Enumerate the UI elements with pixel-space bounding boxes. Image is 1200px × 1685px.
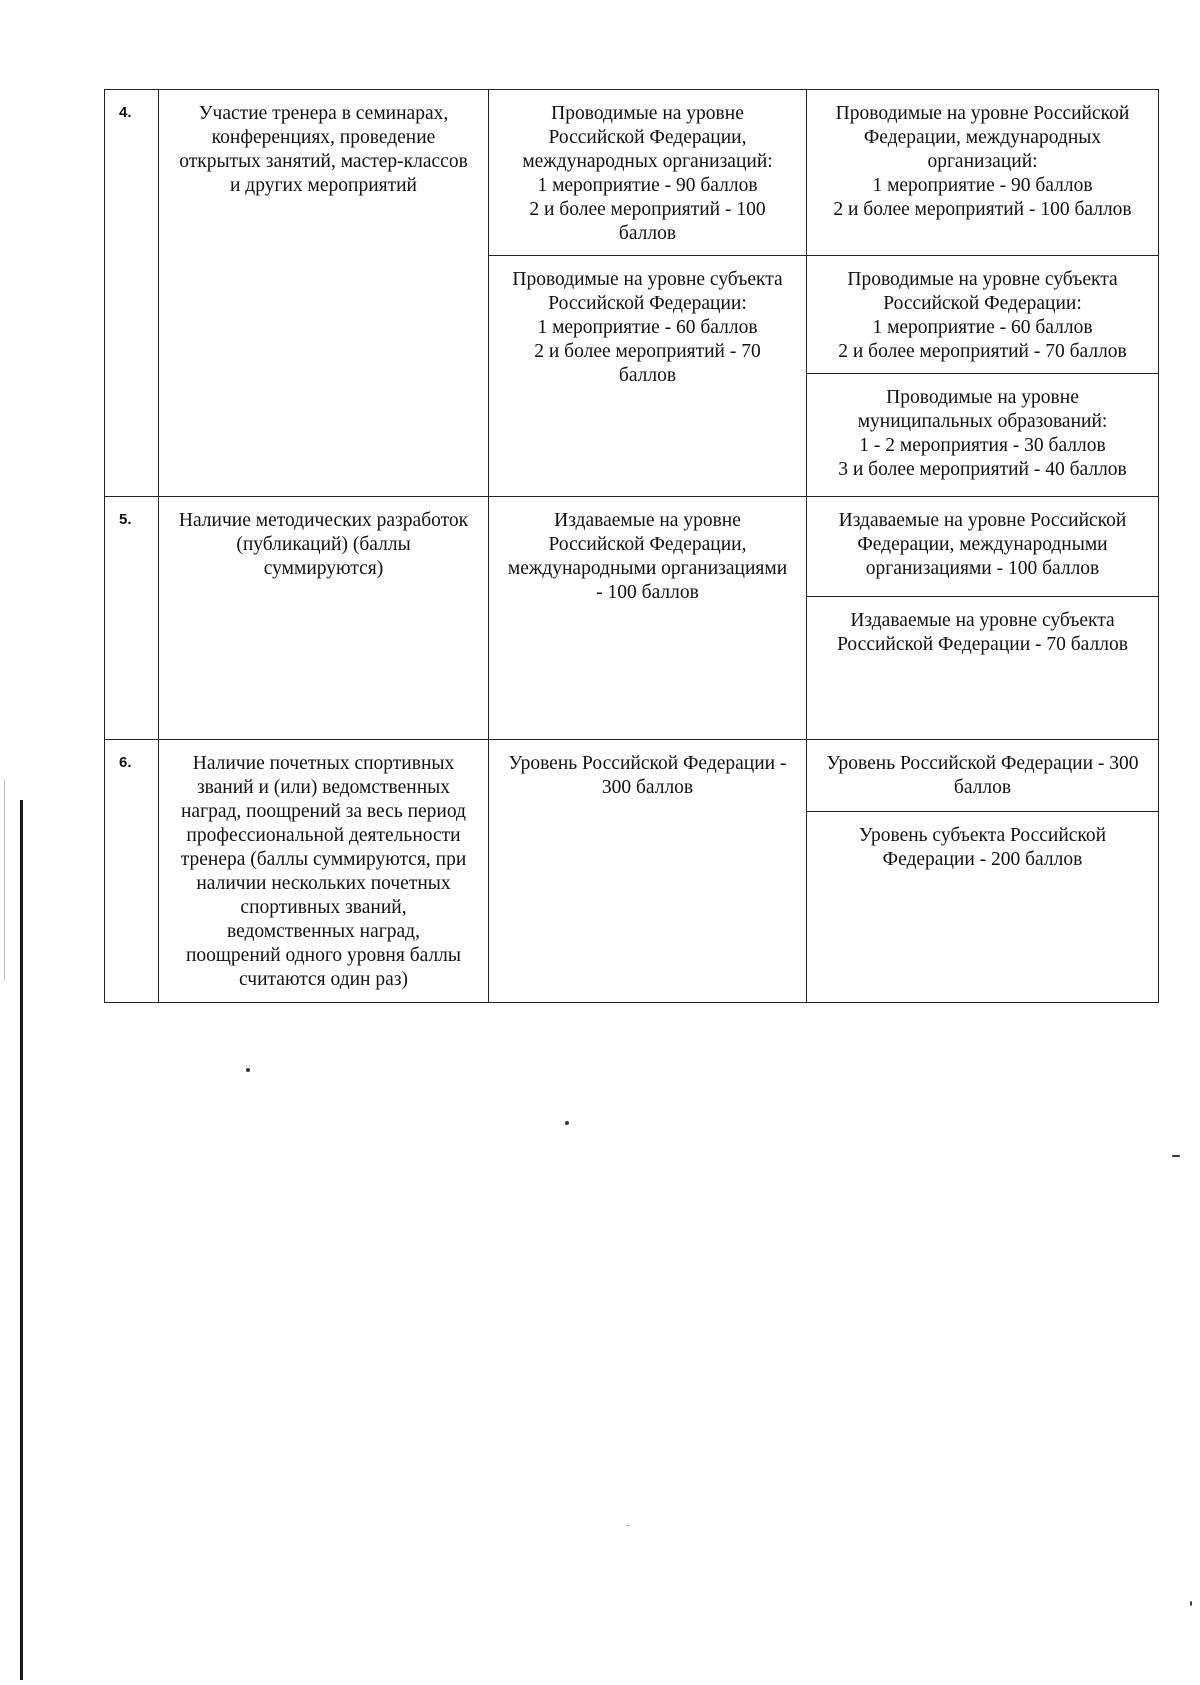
text-line: считаются один раз) (239, 969, 408, 990)
criterion-name (159, 90, 489, 496)
text-line: Издаваемые на уровне субъекта (850, 610, 1115, 631)
text-line: 2 и более мероприятий - 100 баллов (833, 199, 1132, 220)
text-line: 1 мероприятие - 60 баллов (872, 317, 1093, 338)
text-line: международными организациями (507, 558, 788, 579)
level-column-a (489, 740, 807, 1002)
table-row (105, 740, 1159, 1003)
text-line: спортивных званий, (240, 897, 407, 918)
text-line: Российской Федерации, (548, 127, 747, 148)
text-line: Проводимые на уровне (551, 103, 744, 124)
level-cell (807, 740, 1158, 812)
text-line: тренера (баллы суммируются, при (180, 849, 467, 870)
text-line: Наличие методических разработок (178, 510, 469, 531)
text-line: организаций: (927, 151, 1038, 172)
level-cell (807, 497, 1158, 597)
text-line: 1 мероприятие - 90 баллов (537, 175, 758, 196)
text-line: (публикаций) (баллы (236, 534, 411, 555)
scan-edge-mark-faint (4, 780, 5, 980)
scan-speck (1172, 1155, 1180, 1157)
table-row (105, 497, 1159, 740)
text-line: 3 и более мероприятий - 40 баллов (838, 459, 1127, 480)
criterion-name (159, 740, 489, 1002)
level-cell (807, 597, 1158, 657)
criterion-name (159, 497, 489, 739)
scan-edge-mark (20, 800, 23, 1680)
text-line: баллов (618, 223, 677, 244)
text-line: суммируются) (263, 558, 384, 579)
criteria-table (104, 89, 1159, 1003)
text-line: Федерации, международными (857, 534, 1108, 555)
text-line: организациями - 100 баллов (865, 558, 1100, 579)
text-line: Федерации - 200 баллов (882, 849, 1083, 870)
level-cell (489, 497, 806, 605)
text-line: открытых занятий, мастер-классов (179, 151, 468, 172)
text-line: Российской Федерации: (883, 293, 1082, 314)
level-cell (489, 740, 806, 800)
scan-speck (1190, 1601, 1192, 1606)
level-column-b (807, 90, 1159, 496)
level-cell (807, 256, 1158, 374)
text-line: наличии нескольких почетных (196, 873, 451, 894)
text-line: Российской Федерации, (548, 534, 747, 555)
text-line: 2 и более мероприятий - 100 (529, 199, 766, 220)
level-cell (807, 90, 1158, 256)
text-line: 2 и более мероприятий - 70 (534, 341, 761, 362)
text-line: Издаваемые на уровне (554, 510, 741, 531)
text-line: наград, поощрений за весь период (181, 801, 466, 822)
level-column-b (807, 497, 1159, 739)
scan-speck (565, 1121, 569, 1125)
text-line: ведомственных наград, (227, 921, 420, 942)
level-cell (807, 812, 1158, 872)
text-line: профессиональной деятельности (186, 825, 461, 846)
level-cell (489, 256, 806, 388)
text-line: Проводимые на уровне Российской (835, 103, 1130, 124)
text-line: Проводимые на уровне (886, 387, 1079, 408)
row-number: 4. (105, 90, 159, 496)
text-line: муниципальных образований: (857, 411, 1108, 432)
text-line: международных организаций: (522, 151, 773, 172)
text-line: Федерации, международных (863, 127, 1102, 148)
text-line: 1 - 2 мероприятия - 30 баллов (859, 435, 1106, 456)
text-line: конференциях, проведение (211, 127, 436, 148)
text-line: баллов (953, 777, 1012, 798)
text-line: званий и (или) ведомственных (196, 777, 451, 798)
text-line: баллов (618, 365, 677, 386)
text-line: Уровень субъекта Российской (858, 825, 1107, 846)
text-line: Наличие почетных спортивных (192, 753, 455, 774)
level-cell (807, 374, 1158, 482)
level-column-a (489, 90, 807, 496)
text-line: Уровень Российской Федерации - (508, 753, 787, 774)
text-line: Российской Федерации: (548, 293, 747, 314)
text-line: Проводимые на уровне субъекта (512, 269, 783, 290)
level-column-a (489, 497, 807, 739)
text-line: 1 мероприятие - 60 баллов (537, 317, 758, 338)
row-number: 5. (105, 497, 159, 739)
text-line: поощрений одного уровня баллы (185, 945, 462, 966)
level-cell (489, 90, 806, 256)
scan-speck (626, 1525, 629, 1526)
text-line: 1 мероприятие - 90 баллов (872, 175, 1093, 196)
text-line: и других мероприятий (229, 175, 417, 196)
text-line: 2 и более мероприятий - 70 баллов (838, 341, 1127, 362)
row-number: 6. (105, 740, 159, 1002)
text-line: Участие тренера в семинарах, (198, 103, 449, 124)
text-line: 300 баллов (601, 777, 694, 798)
text-line: - 100 баллов (596, 582, 699, 603)
level-column-b (807, 740, 1159, 1002)
scan-speck (246, 1068, 250, 1072)
text-line: Издаваемые на уровне Российской (838, 510, 1127, 531)
text-line: Российской Федерации - 70 баллов (837, 634, 1128, 655)
text-line: Проводимые на уровне субъекта (847, 269, 1118, 290)
text-line: Уровень Российской Федерации - 300 (826, 753, 1139, 774)
table-row (105, 90, 1159, 497)
